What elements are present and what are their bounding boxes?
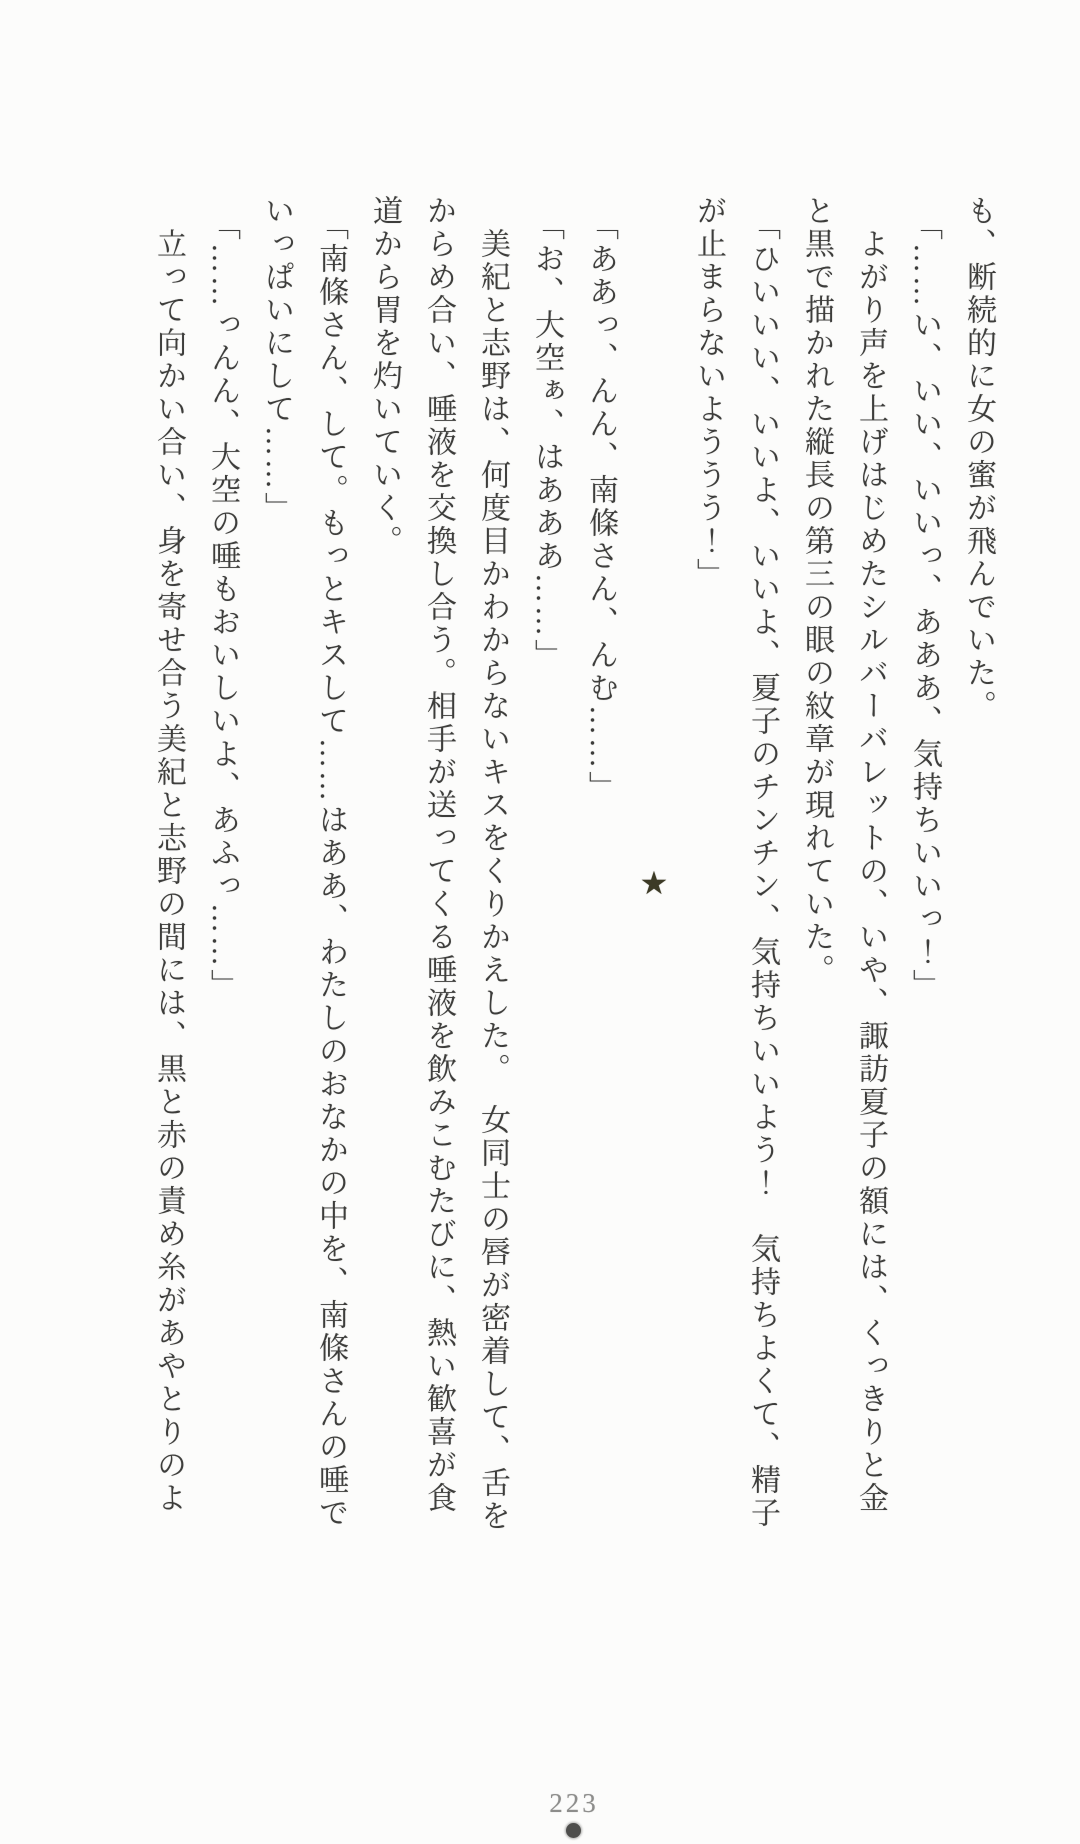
text-column-11: からめ合い、唾液を交換し合う。相手が送ってくる唾液を飲みこむたびに、熱い歓喜が食: [422, 195, 455, 1515]
section-break-star-icon: ★: [636, 863, 672, 902]
text-column-1: も、断続的に女の蜜が飛んでいた。: [962, 195, 995, 723]
text-column-14: いっぱいにして……」: [260, 195, 293, 525]
text-column-8: 「ああっ、んん、南條さん、んむ……」: [584, 210, 617, 804]
text-column-4: と黒で描かれた縦長の第三の眼の紋章が現れていた。: [800, 195, 833, 987]
text-column-9: 「お、大空ぁ、はあああ……」: [530, 210, 563, 672]
text-column-3: よがり声を上げはじめたシルバーバレットの、いや、諏訪夏子の額には、くっきりと金: [854, 228, 887, 1515]
text-column-6: が止まらないよううう！」: [692, 195, 725, 591]
text-column-2: 「……い、いい、いいっ、あああ、気持ちいいっ！」: [908, 210, 941, 1002]
page-number: 223: [549, 1788, 599, 1818]
text-column-5: 「ひいいい、いいよ、いいよ、夏子のチンチン、気持ちいいよう！ 気持ちよくて、精子: [746, 210, 779, 1530]
text-column-15: 「……っんん、大空の唾もおいしいよ、あふっ……」: [206, 210, 239, 1002]
footer-ornament-dot: [566, 1823, 581, 1838]
vertical-text-block: [141, 195, 1005, 1570]
text-column-12: 道から胃を灼いていく。: [368, 195, 401, 558]
text-column-13: 「南條さん、して。もっとキスして……はああ、わたしのおなかの中を、南條さんの唾で: [314, 210, 347, 1530]
text-column-10: 美紀と志野は、何度目かわからないキスをくりかえした。 女同士の唇が密着して、舌を: [476, 228, 509, 1533]
text-column-16: 立って向かい合い、身を寄せ合う美紀と志野の間には、黒と赤の責め糸があやとりのよ: [152, 228, 185, 1515]
